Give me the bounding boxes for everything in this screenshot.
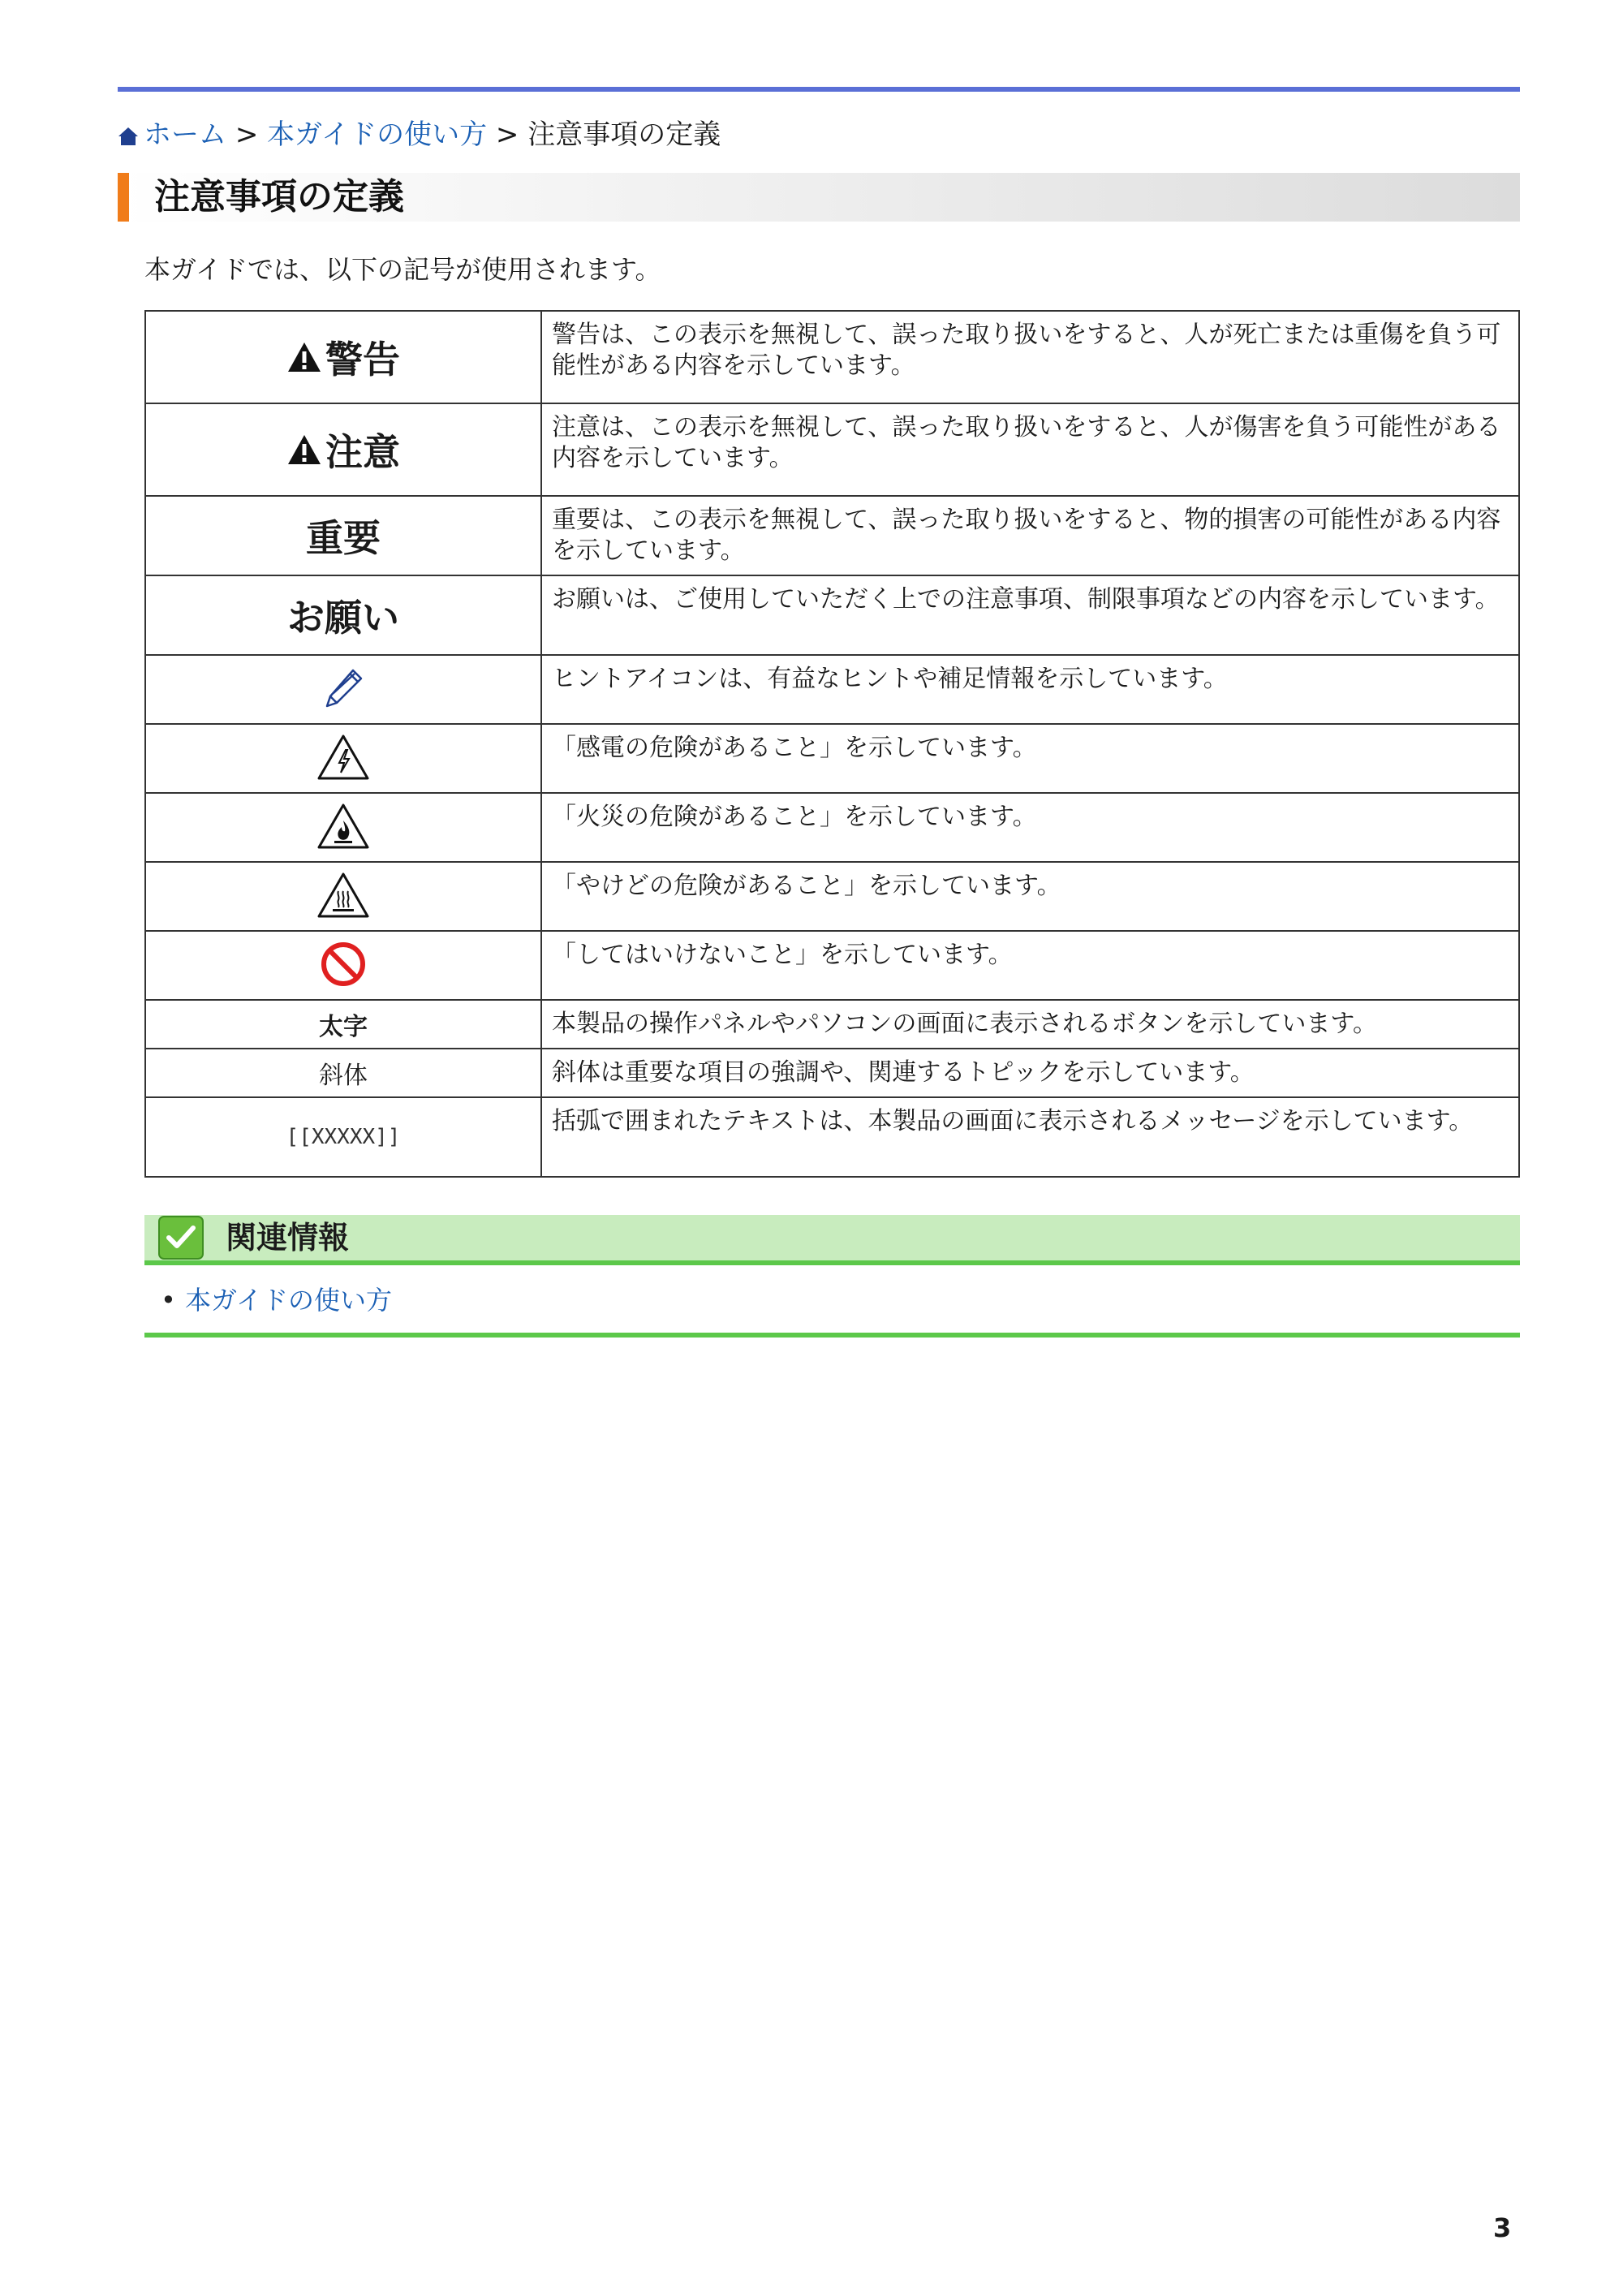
symbol-label: 警告 [325,338,400,381]
symbol-cell [145,1097,541,1177]
table-row [145,655,1519,724]
definitions-table [144,310,1520,1178]
table-row [145,496,1519,575]
page-title: 注意事項の定義 [154,176,404,218]
table-row [145,1097,1519,1177]
symbol-cell [145,724,541,793]
table-row [145,931,1519,1000]
description-cell: 「火災の危険があること」を示しています。 [541,793,1519,862]
symbol-cell [145,1049,541,1097]
symbol-cell [145,862,541,931]
symbol-cell [145,1000,541,1049]
hot-surface-icon [316,872,370,919]
breadcrumb-guide-link[interactable]: 本ガイドの使い方 [267,118,488,151]
symbol-cell [145,931,541,1000]
table-row [145,311,1519,403]
description-cell: 「感電の危険があること」を示しています。 [541,724,1519,793]
related-info-list [185,1282,392,1318]
breadcrumb-separator: > [495,118,519,151]
home-icon[interactable] [118,120,139,156]
breadcrumb-separator: > [235,118,259,151]
title-accent [118,173,129,222]
description-cell: 注意は、この表示を無視して、誤った取り扱いをすると、人が傷害を負う可能性がある内容を示しています。 [541,403,1519,496]
table-row [145,724,1519,793]
warning-triangle-icon [286,341,322,373]
warning-triangle-icon [286,433,322,466]
symbol-label: 斜体 [319,1062,368,1090]
table-row [145,793,1519,862]
title-bar [118,173,1520,222]
description-cell: 「やけどの危険があること」を示しています。 [541,862,1519,931]
table-row [145,862,1519,931]
table-row [145,403,1519,496]
description-cell: お願いは、ご使用していただく上での注意事項、制限事項などの内容を示しています。 [541,575,1519,655]
electric-shock-icon [316,734,370,781]
description-cell: 括弧で囲まれたテキストは、本製品の画面に表示されるメッセージを示しています。 [541,1097,1519,1177]
symbol-label: 重要 [306,516,381,560]
symbol-cell [145,575,541,655]
top-rule [118,87,1520,92]
symbol-label: 注意 [325,430,400,474]
fire-hazard-icon [316,803,370,850]
symbol-label: 太字 [319,1013,368,1041]
related-info-header [144,1215,1520,1265]
symbol-cell [145,403,541,496]
description-cell: 重要は、この表示を無視して、誤った取り扱いをすると、物的損害の可能性がある内容を示しています。 [541,496,1519,575]
symbol-cell [145,496,541,575]
related-info-heading: 関連情報 [226,1220,350,1256]
symbol-label: [[XXXXX]] [286,1125,401,1149]
table-row [145,575,1519,655]
checkmark-icon [157,1215,204,1264]
description-cell: 斜体は重要な項目の強調や、関連するトピックを示しています。 [541,1049,1519,1097]
description-cell: 警告は、この表示を無視して、誤った取り扱いをすると、人が死亡または重傷を負う可能性がある内容を示しています。 [541,311,1519,403]
table-row [145,1000,1519,1049]
symbol-label: お願い [287,596,399,640]
list-item [185,1282,392,1318]
symbol-cell [145,793,541,862]
related-bottom-rule [144,1333,1520,1338]
breadcrumb [118,117,721,156]
breadcrumb-home-link[interactable]: ホーム [144,118,226,151]
intro-text: 本ガイドでは、以下の記号が使用されます。 [144,254,661,285]
description-cell: 本製品の操作パネルやパソコンの画面に表示されるボタンを示しています。 [541,1000,1519,1049]
pencil-hint-icon [321,666,366,711]
prohibition-icon [320,941,367,988]
breadcrumb-current: 注意事項の定義 [527,118,721,151]
description-cell: 「してはいけないこと」を示しています。 [541,931,1519,1000]
symbol-cell [145,655,541,724]
description-cell: ヒントアイコンは、有益なヒントや補足情報を示しています。 [541,655,1519,724]
symbol-cell [145,311,541,403]
related-link-guide[interactable]: 本ガイドの使い方 [185,1285,393,1316]
table-row [145,1049,1519,1097]
page-number: 3 [1493,2212,1512,2243]
